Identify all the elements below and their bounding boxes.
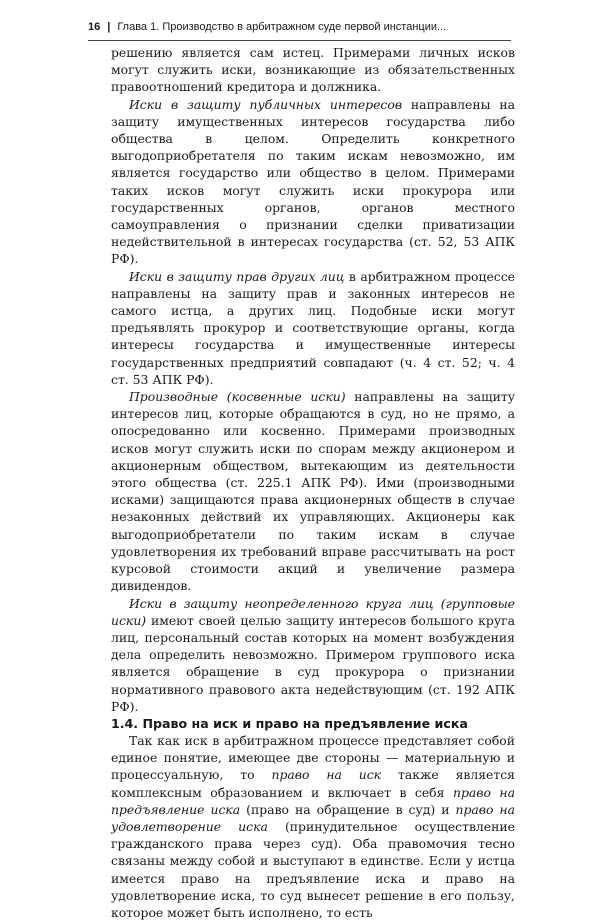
header-separator: | [107,21,111,33]
paragraph-other-persons-claims [111,268,515,388]
paragraph-right-to-claim [111,732,515,921]
paragraph-text: (принудительное осуществление гражданского права через суд). Оба правомочия тесно связаны между собой и выступают в единстве. Если у истца имеется право на предъявление иска и право на удовлетворение иска, то суд вынесет решение в его пользу, которое может быть исполнено, то есть [111,818,515,920]
paragraph-text: направлены на защиту имущественных интересов государства либо общества в целом. Определить конкретного выгодоприобретателя по таким искам невозможно, им является государство или общество в целом. Примерами таких исков могут служить иски прокурора или государственных органов, органов местного самоуправления о признании сделки приватизации недействительной в интересах государства (ст. 52, 53 АПК РФ). [111,96,515,267]
chapter-title: Глава 1. Производство в арбитражном суде первой инстанции... [117,21,447,33]
paragraph-text: направлены на защиту интересов лиц, которые обращаются в суд, но не прямо, а опосредованно или косвенно. Примерами производных исков могут служить иски по спорам между акционером и акционерным обществом, вытекающим из деятельности этого общества (ст. 225.1 АПК РФ). Ими (производными исками) защищаются права акционерных обществ в случае незаконных действий их управляющих. Акционеры как выгодоприобретатели по таким искам в случае удовлетворения их требований вправе рассчитывать на рост курсовой стоимости акций и увеличение размера дивидендов. [111,389,515,594]
term-derivative-claims: Производные (косвенные иски) [129,389,346,405]
paragraph-text: Так как иск в арбитражном процессе представляет собой единое понятие, имеющее две стороны — материальную и процессуальную, то [111,732,515,783]
paragraph-text: в арбитражном процессе направлены на защиту прав и законных интересов не самого истца, а других лиц. Подобные иски могут предъявлять прокурор и соответствующие органы, когда интересы государства и имущественные интересы государственных предприятий совпадают (ч. 4 ст. 52; ч. 4 ст. 53 АПК РФ). [111,268,515,387]
paragraph-text: (право на обращение в суд) и [240,801,456,817]
paragraph-public-interest-claims [111,96,515,268]
term-right-to-satisfaction: право на удовлетворение иска [111,801,515,834]
running-header [88,20,518,34]
header-rule [88,40,511,41]
paragraph-text: также является комплексным образованием и включает в себя [111,767,515,800]
page-number: 16 [88,21,101,33]
term-group-claims: Иски в защиту неопределенного круга лиц (групповые иски) [111,595,515,628]
page-body [111,44,515,921]
section-title: Право на иск и право на предъявление иска [142,715,468,731]
section-heading [111,715,515,732]
term-right-to-file-claim: право на предъявление иска [111,784,515,817]
paragraph-text: решению является сам истец. Примерами личных исков могут служить иски, возникающие из обязательственных правоотношений кредитора и должника. [111,45,515,95]
term-public-interest-claims: Иски в защиту публичных интересов [129,96,403,112]
term-other-persons-claims: Иски в защиту прав других лиц [129,268,345,284]
paragraph-continued [111,44,515,96]
paragraph-derivative-claims [111,388,515,594]
term-right-to-claim: право на иск [271,767,382,783]
paragraph-text: имеют своей целью защиту интересов большого круга лиц, персональный состав которых на момент возбуждения дела определить невозможно. Примером группового иска является обращение в суд прокурора о признании нормативного правового акта недействующим (ст. 192 АПК РФ). [111,612,515,714]
paragraph-group-claims [111,595,515,715]
section-number: 1.4. [111,715,139,731]
